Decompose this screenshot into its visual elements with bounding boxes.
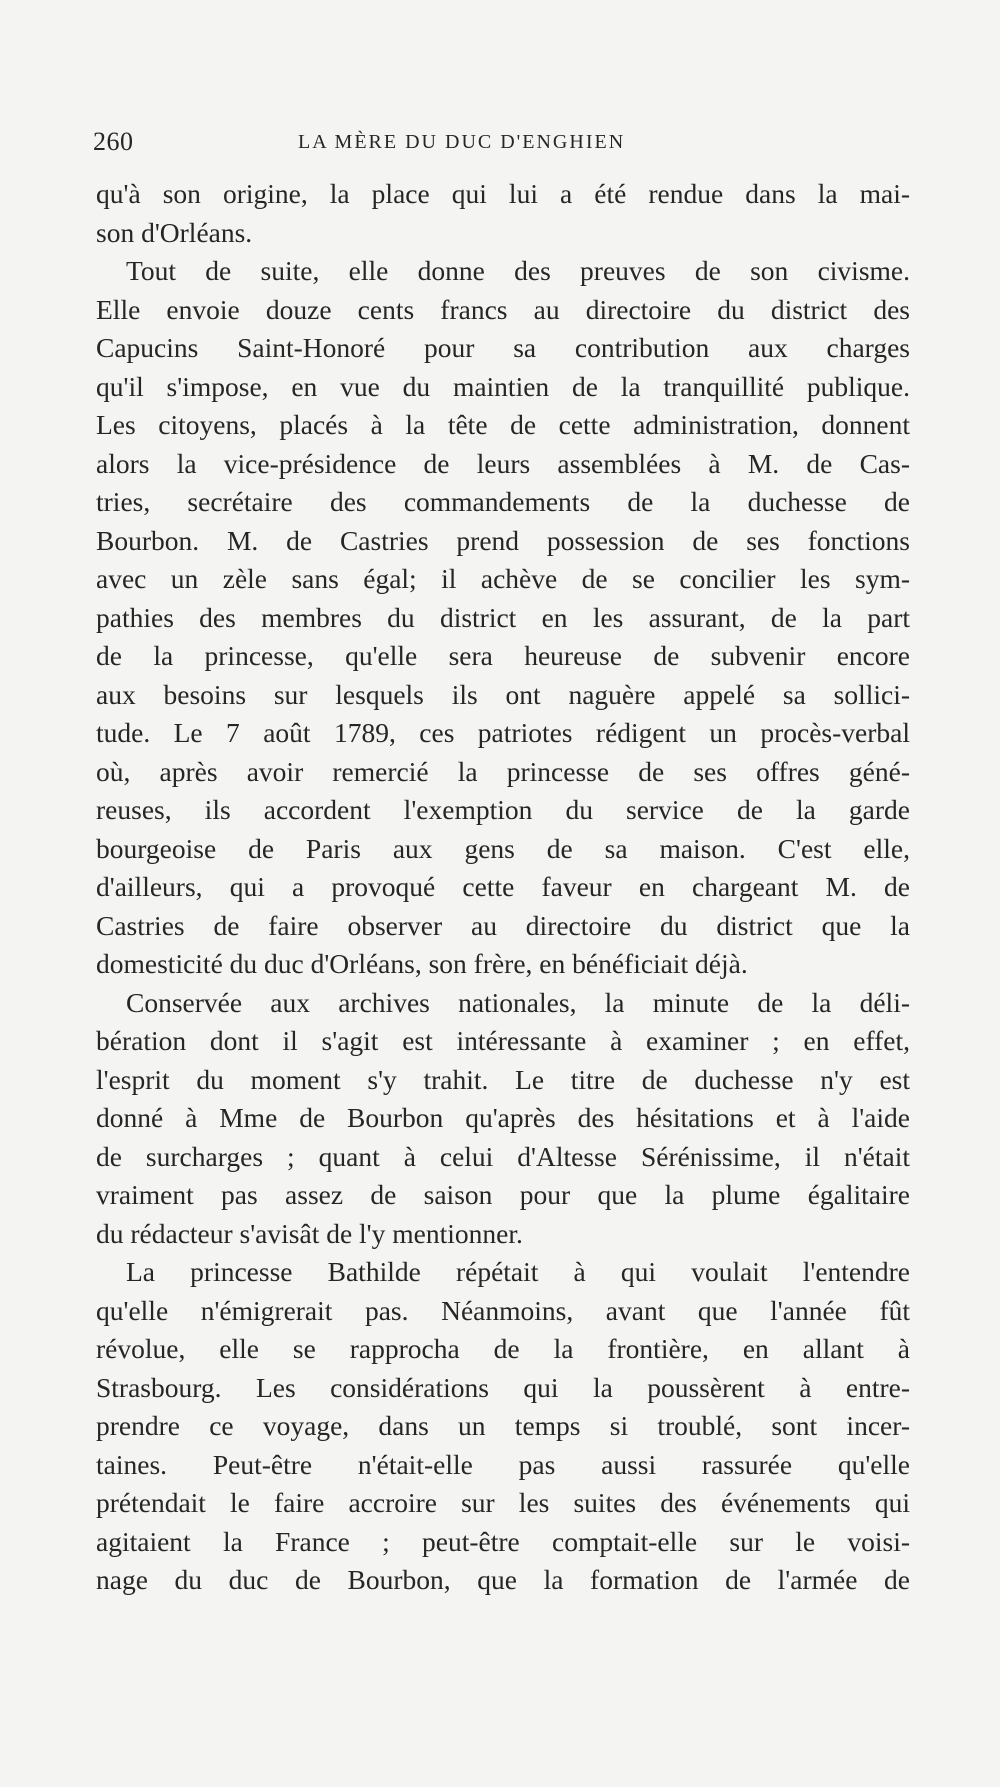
text-line: qu'elle n'émigrerait pas. Néanmoins, avant que l'année fût <box>96 1294 910 1326</box>
text-line: La princesse Bathilde répétait à qui voulait l'entendre <box>126 1256 910 1287</box>
page-number: 260 <box>93 127 134 156</box>
text-line: l'esprit du moment s'y trahit. Le titre de duchesse n'y est <box>96 1063 910 1095</box>
text-line: de la princesse, qu'elle sera heureuse de subvenir encore <box>96 640 910 671</box>
text-line: donné à Mme de Bourbon qu'après des hésitations et à l'aide <box>96 1102 910 1133</box>
text-line: qu'il s'impose, en vue du maintien de la tranquillité publique. <box>96 370 910 402</box>
text-line: nage du duc de Bourbon, que la formation de l'armée de <box>96 1564 910 1595</box>
text-line: tries, secrétaire des commandements de la duchesse de <box>96 486 910 517</box>
text-line: reuses, ils accordent l'exemption du service de la garde <box>96 794 910 825</box>
text-line: domesticité du duc d'Orléans, son frère, en bénéficiait déjà. <box>96 948 748 979</box>
page-header <box>93 124 903 160</box>
text-line: avec un zèle sans égal; il achève de se concilier les sym- <box>96 563 910 594</box>
running-title: LA MÈRE DU DUC D'ENGHIEN <box>298 131 626 153</box>
text-line: du rédacteur s'avisât de l'y mentionner. <box>96 1217 523 1249</box>
text-line: tude. Le 7 août 1789, ces patriotes rédigent un procès-verbal <box>96 717 910 748</box>
text-line: Les citoyens, placés à la tête de cette administration, donnent <box>96 409 910 440</box>
text-line: alors la vice-présidence de leurs assemblées à M. de Cas- <box>96 447 910 479</box>
text-line: pathies des membres du district en les assurant, de la part <box>96 601 910 633</box>
text-line: d'ailleurs, qui a provoqué cette faveur en chargeant M. de <box>96 871 910 902</box>
text-line: qu'à son origine, la place qui lui a été rendue dans la mai- <box>96 178 910 209</box>
text-line: Elle envoie douze cents francs au directoire du district des <box>96 293 910 325</box>
text-line: bourgeoise de Paris aux gens de sa maison. C'est elle, <box>96 832 910 864</box>
text-line: Strasbourg. Les considérations qui la poussèrent à entre- <box>96 1371 910 1403</box>
text-line: aux besoins sur lesquels ils ont naguère appelé sa sollici- <box>96 678 910 710</box>
body-text <box>96 175 910 1600</box>
text-line: taines. Peut-être n'était-elle pas aussi rassurée qu'elle <box>96 1448 910 1480</box>
text-line: bération dont il s'agit est intéressante à examiner ; en effet, <box>96 1025 910 1056</box>
text-line: prétendait le faire accroire sur les suites des événements qui <box>96 1487 910 1518</box>
text-line: agitaient la France ; peut-être comptait-elle sur le voisi- <box>96 1525 910 1557</box>
text-line: où, après avoir remercié la princesse de ses offres géné- <box>96 755 910 787</box>
text-line: Bourbon. M. de Castries prend possession de ses fonctions <box>96 524 910 556</box>
text-line: Castries de faire observer au directoire du district que la <box>96 909 910 941</box>
text-line: Conservée aux archives nationales, la minute de la déli- <box>126 986 910 1018</box>
text-line: son d'Orléans. <box>96 216 253 248</box>
text-line: vraiment pas assez de saison pour que la plume égalitaire <box>96 1179 910 1210</box>
text-line: de surcharges ; quant à celui d'Altesse Sérénissime, il n'était <box>96 1140 910 1172</box>
text-line: Tout de suite, elle donne des preuves de son civisme. <box>126 255 910 286</box>
text-line: Capucins Saint-Honoré pour sa contribution aux charges <box>96 332 910 363</box>
text-line: révolue, elle se rapprocha de la frontière, en allant à <box>96 1333 910 1364</box>
text-line: prendre ce voyage, dans un temps si troublé, sont incer- <box>96 1410 910 1441</box>
